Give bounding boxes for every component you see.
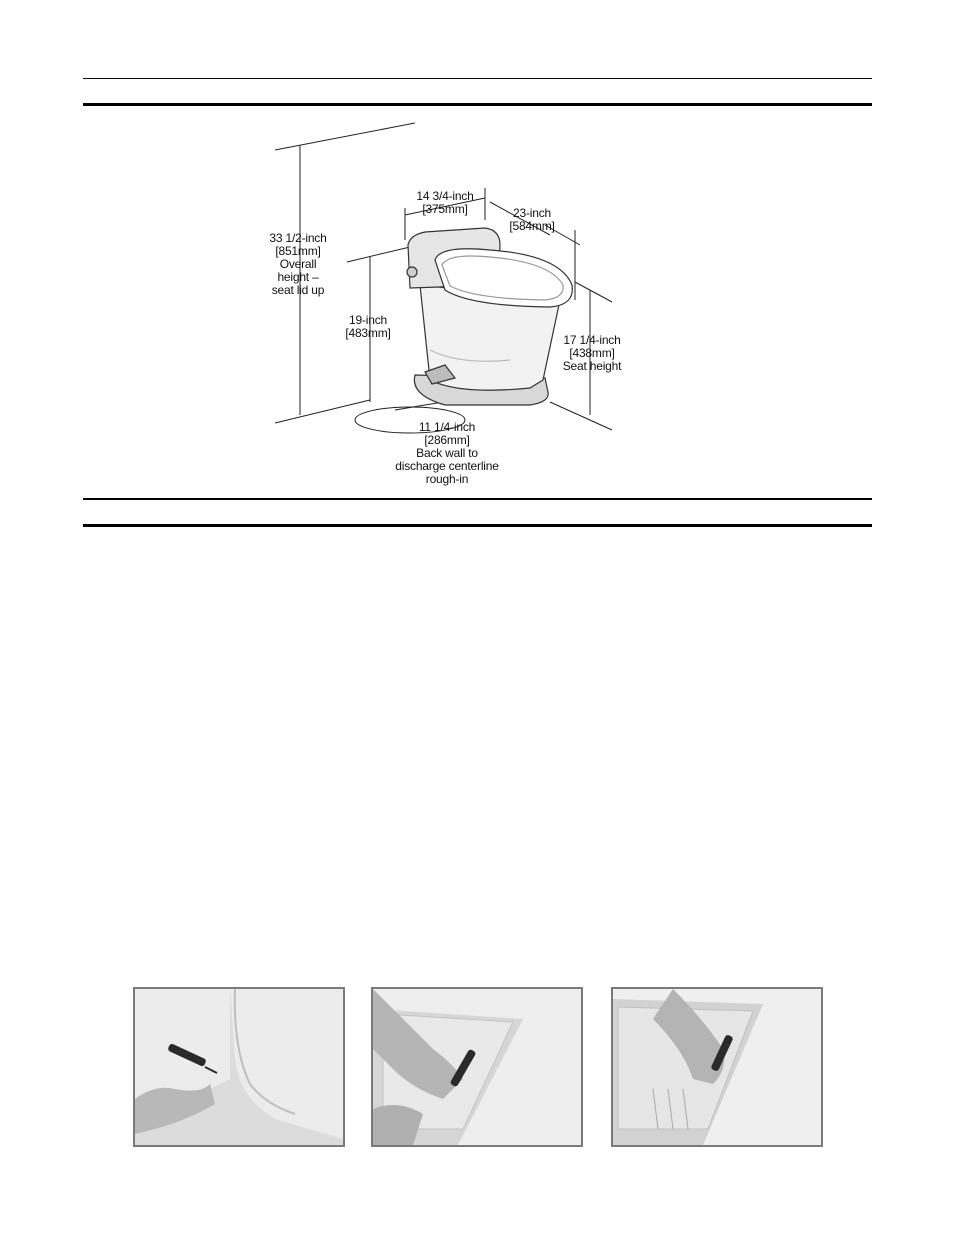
bowl-height-inch: 19-inch — [349, 313, 387, 327]
overall-height-mm: [851mm] — [275, 244, 321, 258]
middle-thick-rule-2 — [83, 524, 872, 527]
bowl-height-label — [340, 314, 396, 340]
tank-width-label — [412, 190, 478, 216]
rough-in-label — [388, 421, 506, 486]
tank-width-mm: [375mm] — [422, 202, 468, 216]
rough-in-mm: [286mm] — [424, 433, 470, 447]
rough-in-caption-1: Back wall to — [416, 446, 478, 460]
marking-base-outline-photo-icon — [135, 989, 343, 1145]
photo-square-marking-closeup — [611, 987, 823, 1147]
photo-marking-base-outline — [133, 987, 345, 1147]
rough-in-caption-2: discharge centerline — [395, 459, 499, 473]
photo-square-marking — [371, 987, 583, 1147]
depth-inch: 23-inch — [513, 206, 551, 220]
rough-in-inch: 11 1/4-inch — [418, 420, 476, 434]
seat-height-mm: [438mm] — [569, 346, 615, 360]
overall-height-caption-1: Overall — [279, 257, 317, 271]
square-marking-photo-icon — [373, 989, 581, 1145]
seat-height-caption: Seat height — [562, 359, 622, 373]
depth-label — [504, 207, 560, 233]
top-thick-rule — [83, 103, 872, 106]
tank-width-inch: 14 3/4-inch — [416, 189, 474, 203]
top-thin-rule — [83, 78, 872, 79]
square-marking-closeup-photo-icon — [613, 989, 821, 1145]
depth-mm: [584mm] — [509, 219, 555, 233]
toilet-dimension-diagram — [260, 110, 640, 500]
overall-height-label — [260, 232, 336, 297]
seat-height-inch: 17 1/4-inch — [563, 333, 621, 347]
rough-in-caption-3: rough-in — [425, 472, 469, 486]
bowl-height-mm: [483mm] — [345, 326, 391, 340]
overall-height-caption-3: seat lid up — [271, 283, 325, 297]
overall-height-caption-2: height – — [277, 270, 319, 284]
seat-height-label — [558, 334, 626, 373]
overall-height-inch: 33 1/2-inch — [269, 231, 327, 245]
